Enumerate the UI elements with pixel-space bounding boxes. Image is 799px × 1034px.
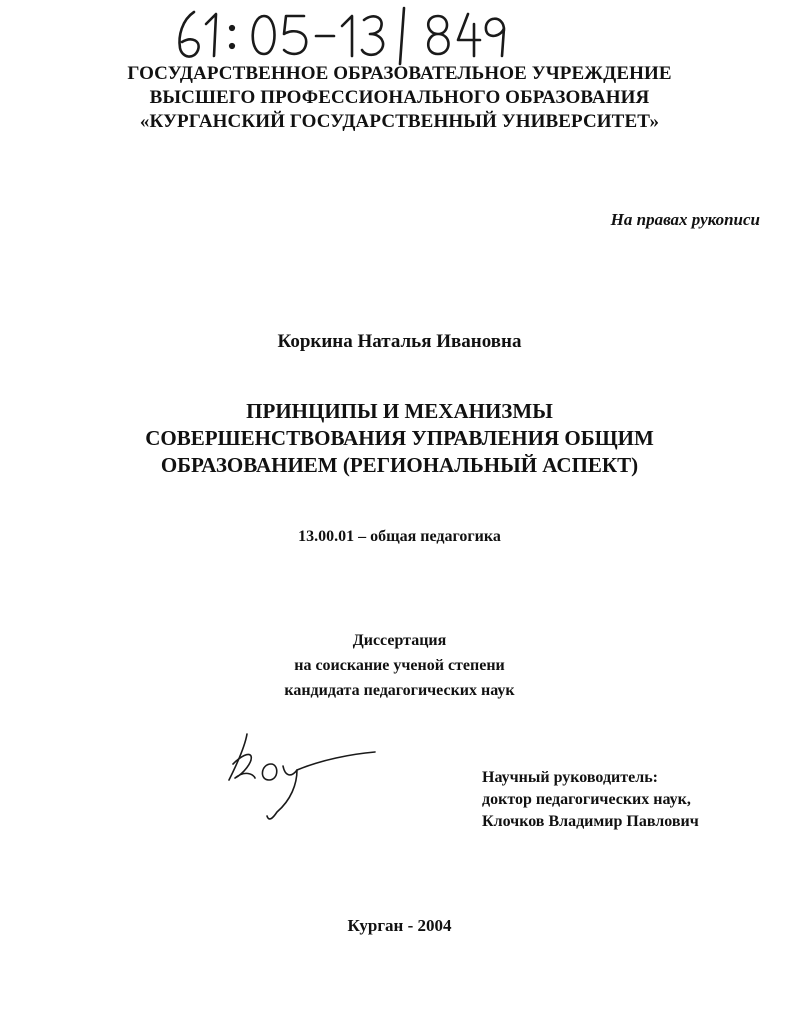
scientific-supervisor [482,767,699,833]
institution-line-1: ГОСУДАРСТВЕННОЕ ОБРАЗОВАТЕЛЬНОЕ УЧРЕЖДЕНИЕ [127,63,672,84]
dissertation-title [0,398,799,479]
title-line-3: ОБРАЗОВАНИЕМ (РЕГИОНАЛЬНЫЙ АСПЕКТ) [160,453,639,477]
author-name: Коркина Наталья Ивановна [277,331,522,352]
supervisor-line-3: Клочков Владимир Павлович [482,813,699,830]
degree-line-3: кандидата педагогических наук [284,682,515,699]
title-line-2: СОВЕРШЕНСТВОВАНИЯ УПРАВЛЕНИЯ ОБЩИМ [145,426,654,450]
degree-line-2: на соискание ученой степени [294,657,505,674]
title-line-1: ПРИНЦИПЫ И МЕХАНИЗМЫ [246,399,553,423]
supervisor-line-2: доктор педагогических наук, [482,791,691,808]
institution-line-3: «КУРГАНСКИЙ ГОСУДАРСТВЕННЫЙ УНИВЕРСИТЕТ» [139,111,660,132]
city-year: Курган - 2004 [347,916,452,935]
specialty-code: 13.00.01 – общая педагогика [298,528,501,545]
handwritten-signature [225,730,385,825]
rights-note: На правах рукописи [610,210,760,229]
degree-line-1: Диссертация [352,632,447,649]
supervisor-line-1: Научный руководитель: [482,769,658,786]
institution-line-2: ВЫСШЕГО ПРОФЕССИОНАЛЬНОГО ОБРАЗОВАНИЯ [149,87,650,108]
degree-statement [0,628,799,703]
institution-header [0,62,799,134]
handwritten-archive-code [168,6,558,66]
